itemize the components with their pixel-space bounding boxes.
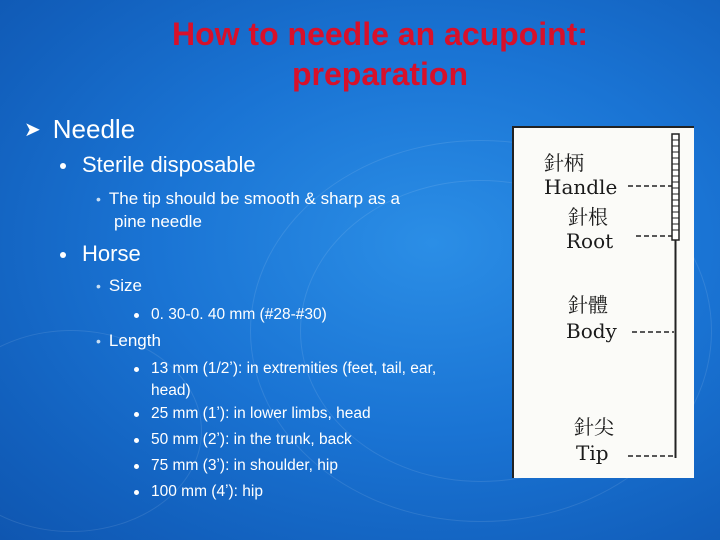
dot-bullet-icon bbox=[60, 252, 66, 258]
dot-bullet-icon bbox=[134, 490, 139, 495]
length-text: 75 mm (3ʼ): in shoulder, hip bbox=[151, 457, 338, 474]
bullet-size bbox=[96, 275, 142, 297]
bullet-tip-note bbox=[96, 188, 400, 210]
length-label: Length bbox=[108, 331, 161, 350]
tip-note-line-1: The tip should be smooth & sharp as a bbox=[108, 189, 400, 208]
size-value: 0. 30-0. 40 mm (#28-#30) bbox=[151, 306, 327, 323]
length-item bbox=[134, 358, 479, 402]
dot-bullet-icon: • bbox=[96, 278, 101, 294]
length-text: 50 mm (2ʼ): in the trunk, back bbox=[151, 431, 352, 448]
size-value-item bbox=[134, 304, 494, 326]
horse-label: Horse bbox=[82, 241, 141, 266]
length-item bbox=[134, 481, 494, 503]
size-label: Size bbox=[108, 276, 142, 295]
body-en-label: Body bbox=[566, 319, 617, 343]
root-cjk-label: 針根 bbox=[568, 205, 608, 229]
length-text: 13 mm (1/2ʼ): in extremities (feet, tail, ear, head) bbox=[151, 360, 437, 399]
tip-en-label: Tip bbox=[576, 441, 609, 465]
bullet-needle bbox=[24, 114, 135, 145]
bullet-horse bbox=[60, 241, 141, 267]
length-item bbox=[134, 429, 494, 451]
needle-heading: Needle bbox=[52, 114, 136, 144]
dot-bullet-icon bbox=[134, 438, 139, 443]
tip-cjk-label: 針尖 bbox=[574, 415, 614, 439]
body-cjk-label: 針體 bbox=[568, 293, 608, 317]
title-line-1: How to needle an acupoint: bbox=[171, 16, 588, 52]
dot-bullet-icon bbox=[60, 163, 66, 169]
slide-title bbox=[80, 14, 680, 94]
dot-bullet-icon bbox=[134, 367, 139, 372]
handle-cjk-label: 針柄 bbox=[544, 151, 584, 175]
root-en-label: Root bbox=[566, 229, 614, 253]
dot-bullet-icon: • bbox=[96, 333, 101, 349]
needle-diagram bbox=[512, 126, 694, 478]
bullet-length bbox=[96, 330, 161, 352]
length-item bbox=[134, 455, 494, 477]
bullet-sterile bbox=[60, 152, 256, 178]
handle-en-label: Handle bbox=[544, 175, 618, 199]
dot-bullet-icon bbox=[134, 412, 139, 417]
dot-bullet-icon: • bbox=[96, 191, 101, 207]
arrow-bullet-icon: ➤ bbox=[24, 119, 41, 141]
dot-bullet-icon bbox=[134, 313, 139, 318]
length-text: 25 mm (1ʼ): in lower limbs, head bbox=[151, 405, 371, 422]
sterile-label: Sterile disposable bbox=[82, 152, 256, 177]
title-line-2: preparation bbox=[291, 56, 469, 92]
length-item bbox=[134, 403, 494, 425]
length-text: 100 mm (4ʼ): hip bbox=[151, 483, 263, 500]
dot-bullet-icon bbox=[134, 464, 139, 469]
tip-note-line-2: pine needle bbox=[114, 212, 202, 231]
